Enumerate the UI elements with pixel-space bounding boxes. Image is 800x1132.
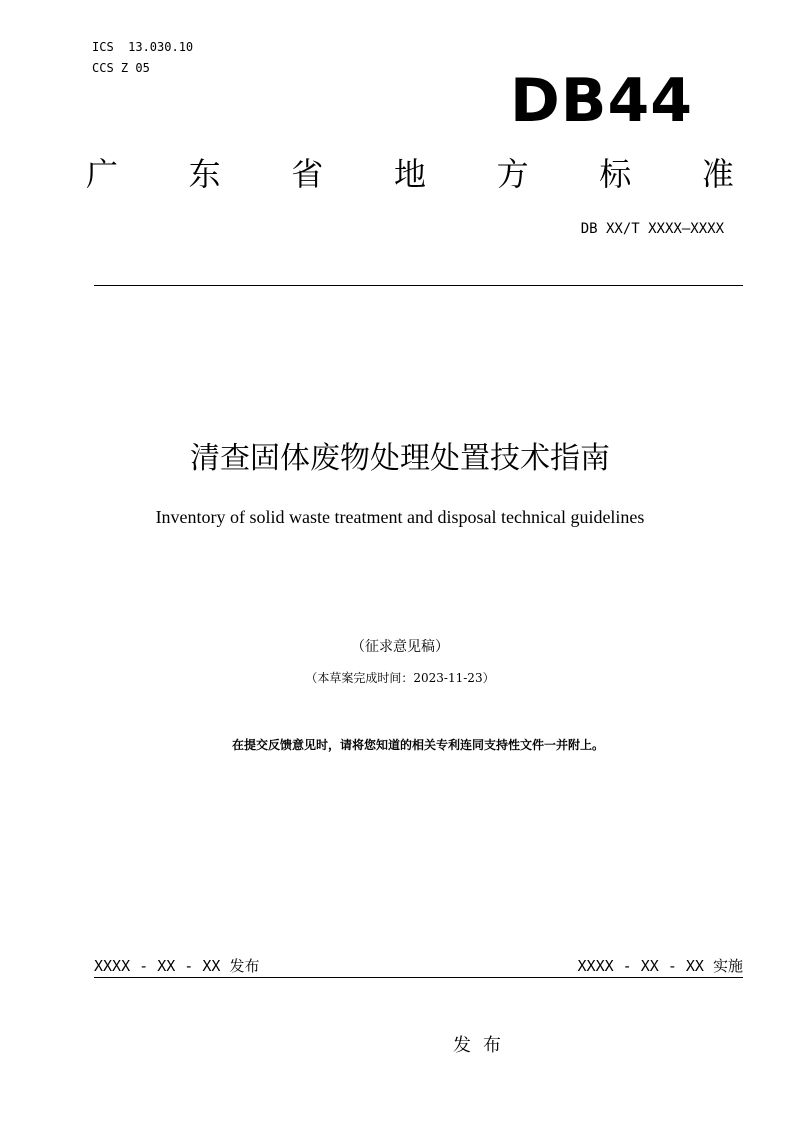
- document-title: 清查固体废物处理处置技术指南: [190, 441, 610, 476]
- standard-type-char: 地: [393, 155, 426, 193]
- standard-type-char: 东: [188, 155, 221, 193]
- draft-status: （征求意见稿）: [351, 639, 449, 655]
- db44-logo: DB44: [510, 66, 694, 136]
- release-date: XXXX - XX - XX 发布: [94, 957, 260, 975]
- document-title-english: Inventory of solid waste treatment and disposal technical guidelines: [155, 507, 645, 527]
- standard-type-char: 省: [291, 155, 324, 193]
- ics-code: ICS 13.030.10: [92, 40, 194, 54]
- patent-notice: 在提交反馈意见时，请将您知道的相关专利连同支持性文件一并附上。: [231, 738, 604, 752]
- standard-type-char: 方: [496, 155, 529, 193]
- standard-type-title: [80, 150, 740, 198]
- draft-completion-date: （本草案完成时间：2023-11-23）: [305, 671, 495, 685]
- standard-type-char: 广: [85, 155, 118, 193]
- top-divider: [94, 285, 743, 286]
- standard-number: DB XX/T XXXX—XXXX: [580, 221, 724, 237]
- standard-type-char: 准: [701, 155, 734, 193]
- bottom-divider: [94, 977, 743, 978]
- standard-type-char: 标: [599, 155, 632, 193]
- effective-date: XXXX - XX - XX 实施: [577, 957, 743, 975]
- publisher-line: 发布: [453, 1035, 513, 1056]
- ccs-code: CCS Z 05: [92, 61, 150, 75]
